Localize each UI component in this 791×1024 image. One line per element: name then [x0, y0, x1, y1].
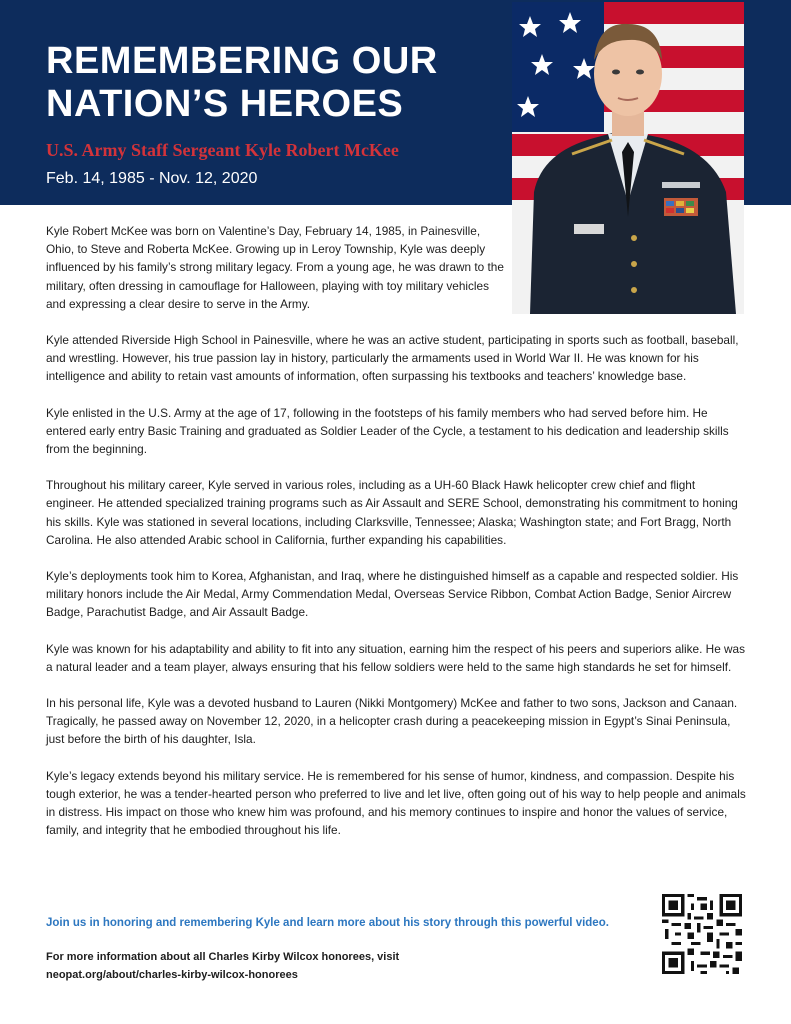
honoree-dates: Feb. 14, 1985 - Nov. 12, 2020 [46, 170, 258, 187]
bio-paragraph-7: In his personal life, Kyle was a devoted husband to Lauren (Nikki Montgomery) McKee and father to two sons, Jackson and Canaan. Tragically, he passed away on November 12, 2020, in a helicopter crash during a peacekeeping mission in Egypt’s Sinai Peninsula, just before the birth of his daughter, Isla. [46, 696, 738, 747]
honoree-name: U.S. Army Staff Sergeant Kyle Robert McKee [46, 140, 399, 160]
title-line-1: REMEMBERING OUR [46, 40, 438, 82]
header-banner-edge [744, 0, 791, 205]
title-line-2: NATION’S HEROES [46, 83, 404, 125]
more-info-text: For more information about all Charles Kirby Wilcox honorees, visit [46, 951, 400, 963]
more-info [46, 948, 399, 984]
video-call-to-action[interactable]: Join us in honoring and remembering Kyle and learn more about his story through this powerful video. [46, 917, 609, 929]
bio-paragraph-8: Kyle’s legacy extends beyond his military service. He is remembered for his sense of humor, kindness, and compassion. Despite his tough exterior, he was a tender-hearted person who preferred to live and let live, often going out of his way to help people and animals in distress. His impact on those who knew him was profound, and his memory continues to inspire and honor the values of service, family, and integrity that he embodied throughout his life. [46, 768, 746, 838]
bio-paragraph-3: Kyle enlisted in the U.S. Army at the age of 17, following in the footsteps of his family members who had served before him. He entered early entry Basic Training and graduated as Soldier Leader of the Cycle, a testament to his dedication and leadership skills from the beginning. [46, 405, 729, 457]
biography [46, 222, 746, 857]
bio-paragraph-2: Kyle attended Riverside High School in Painesville, where he was an active student, participating in sports such as football, baseball, and wrestling. However, his true passion lay in history, particularly the armaments used in World War II. He was known for his intelligence and ability to retain vast amounts of information, often surpassing his textbooks and teachers’ knowledge base. [46, 333, 739, 384]
bio-paragraph-4: Throughout his military career, Kyle served in various roles, including as a UH-60 Black Hawk helicopter crew chief and flight engineer. He attended specialized training programs such as Air Assault and SERE School, demonstrating his commitment to honing his skills. Kyle was stationed in several locations, including Clarksville, Tennessee; Alaska; Washington state; and Fort Bragg, North Carolina. He also attended Arabic school in California, further expanding his capabilities. [46, 478, 738, 547]
qr-code-icon[interactable] [662, 894, 742, 974]
bio-paragraph-1: Kyle Robert McKee was born on Valentine’s Day, February 14, 1985, in Painesville, Ohio, to Steve and Roberta McKee. Growing up in Leroy Township, Kyle was deeply influenced by his family’s strong military legacy. From a young age, he was drawn to the military, often dressing in camouflage for Halloween, playing with toy military vehicles and expressing a clear desire to serve in the Army. [46, 224, 504, 311]
page-title [46, 40, 496, 126]
more-info-url[interactable]: neopat.org/about/charles-kirby-wilcox-honorees [46, 969, 298, 981]
bio-paragraph-5: Kyle’s deployments took him to Korea, Afghanistan, and Iraq, where he distinguished himself as a capable and respected soldier. His military honors include the Air Medal, Army Commendation Medal, Overseas Service Ribbon, Combat Action Badge, Senior Aircrew Badge, Parachutist Badge, and Air Assault Badge. [46, 569, 739, 620]
bio-paragraph-6: Kyle was known for his adaptability and ability to fit into any situation, earning him the respect of his peers and superiors alike. He was a natural leader and a team player, always ensuring that his fellow soldiers were held to the same high standards he set for himself. [46, 641, 746, 674]
